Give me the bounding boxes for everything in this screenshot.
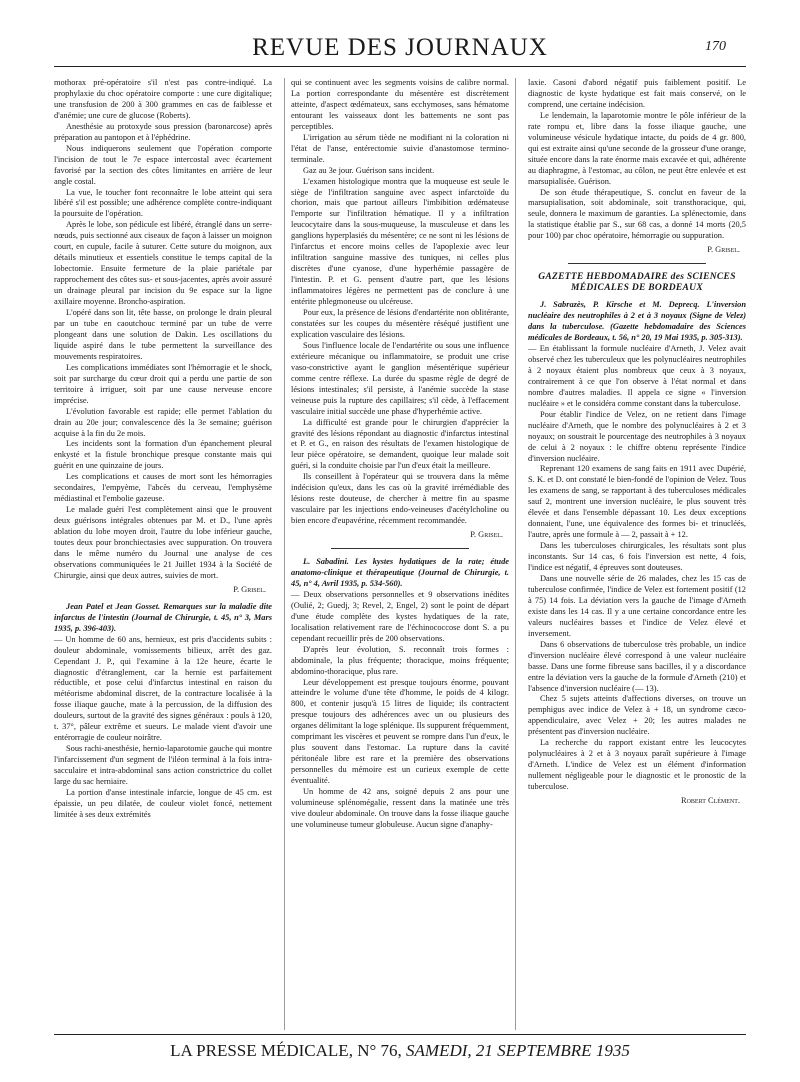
paragraph: Leur développement est presque toujours énorme, pouvant atteindre le volume d'une tête d'homme, le poids de 4 kilogr. 800, et contenir jusqu'à 15 litres de liquide; ils contractent presque toujours des adhérences avec un ou plusieurs des organes délimitant la loge splénique. Ils suppurent fréquemment, comprimant les viscères et peuvent se rompre dans l'un d'eux, le plus souvent dans l'estomac. La rupture dans la cavité péritonéale libre est rare et la première des observations personnelles du mémoire est un curieux exemple de cette éventualité. [291, 677, 509, 786]
paragraph: Dans une nouvelle série de 26 malades, chez les 15 cas de tuberculose confirmée, l'indice de Velez est fortement positif (12 à 75) 14 fois. La déviation vers la gauche de l'image d'Arneth existe dans les 14 cas. Il y a une certaine concordance entre les valeurs nucléaires basses et l'indice de Velez élevé et inversement. [528, 573, 746, 638]
paragraph: Après le lobe, son pédicule est libéré, étranglé dans un serre-nœuds, puis sectionné aux ciseaux de façon à laisser un moignon court, en cupule, facile à suturer. Cette suture du moignon, aux détails minutieux et essentiels constitue le temps capital de la lobectomie. Ensuite fermeture de la plaie pariétale par rapprochement des côtes sus- et sous-jacentes, après avoir assuré un drainage pleural par incision du 9e espace sur la ligne axillaire moyenne. Broncho-aspiration. [54, 220, 272, 307]
page-number: 170 [705, 39, 726, 54]
journal-section-title: REVUE DES JOURNAUX [252, 34, 548, 61]
author-signature: Robert Clément. [681, 796, 740, 806]
paragraph: laxie. Casoni d'abord négatif puis faiblement positif. Le diagnostic de kyste hydatique est fait mais conservé, on le comprend, une certaine indécision. [528, 78, 746, 109]
section-divider [568, 263, 706, 264]
column-right [528, 78, 746, 1030]
column-left [54, 78, 272, 1030]
article-title: Jean Patel et Jean Gosset. Remarques sur la maladie dite infarctus de l'intestin (Journal de Chirurgie, t. 45, n° 3, Mars 1935, p. 396-403). [54, 601, 272, 633]
page-footer [54, 1034, 746, 1069]
paragraph: La difficulté est grande pour le chirurgien d'apprécier la gravité des lésions répondant au diagnostic d'infarctus intestinal et P. et G., en raison des résultats de l'examen histologique de leur pièce opératoire, se demandent, quoique leur malade soit guéri, si la conduite choisie par l'un d'eux était la meilleure. [291, 417, 509, 471]
paragraph: L'examen histologique montra que la muqueuse est seule le siège de l'infiltration sanguine avec aspect infarctoïde du chorion, mais que partout ailleurs l'imbibition œdémateuse l'emporte sur l'infiltration hématique. Il y a infiltration leucocytaire dans la sous-muqueuse, la musculeuse et dans les ganglions hyperplasiés du mésentère; ce ne sont ni les lésions de l'infarctus et encore moins celles de l'apoplexie avec leur infiltration sanguine massive des tuniques, ni celles plus discrètes d'une cyanose, d'une hyperhémie passagère de l'intestin. P. et G. pensent d'autre part, que les lésions inflammatoires légères ne permettent pas de conclure à une entérite phlegmoneuse ou ulcéreuse. [291, 176, 509, 307]
paragraph: qui se continuent avec les segments voisins de calibre normal. La portion correspondante du mésentère est discrètement atteinte, d'aspect œdémateux, sans ecchymoses, sans hématome entourant les vaisseaux dont les battements ne sont pas perceptibles. [291, 78, 509, 131]
paragraph: mothorax pré-opératoire s'il n'est pas contre-indiqué. La prophylaxie du choc opératoire comporte : une cure digitalique; une transfusion de 200 à 300 grammes en cas de faiblesse et d'anémie; une cure de glucose (Roberts). [54, 78, 272, 120]
article-columns [54, 78, 746, 1030]
paragraph: De son étude thérapeutique, S. conclut en faveur de la marsupialisation, soit abdominale, soit transthoracique, qui, seule, donnera le maximum de garanties. La splénectomie, dans la statistique établie par S., sur 68 cas, a donné 14 morts (20,5 pour 100) par choc opératoire, hémorragie ou suppuration. [528, 187, 746, 241]
paragraph: Le lendemain, la laparotomie montre le pôle inférieur de la rate rompu et, libre dans la fosse iliaque gauche, une volumineuse vésicule hydatique intacte, du poids de 4 gr. 800, qui est extraite ainsi qu'une seconde de la grosseur d'une orange, située encore dans la rate énorme mais excavée et qui, adhérente au diaphragme, à l'estomac, au côlon, ne peut être enlevée et est marsupialisée. Guérison. [528, 110, 746, 186]
paragraph: La vue, le toucher font reconnaître le lobe atteint qui sera libéré s'il est possible; une adhérence complète contre-indiquant la poursuite de l'opération. [54, 187, 272, 219]
paragraph: Un homme de 42 ans, soigné depuis 2 ans pour une volumineuse splénomégalie, ressent dans la matinée une très vive douleur abdominale. On trouve dans la fosse iliaque gauche une volumineuse tumeur globuleuse. Aucun signe d'anaphy- [291, 787, 509, 829]
paragraph: Gaz au 3e jour. Guérison sans incident. [303, 165, 435, 175]
column-middle [284, 78, 516, 1030]
paragraph: Pour établir l'indice de Velez, on ne retient dans l'image nucléaire d'Arneth, que le nombre des polynucléaires à 2 et 3 noyaux; on soustrait le pourcentage des neutrophiles à 3 noyaux de celui à 2 noyaux : le chiffre obtenu représente l'indice d'inversion nucléaire. [528, 409, 746, 463]
section-divider [331, 548, 469, 549]
paragraph: Sous rachi-anesthésie, hernio-laparotomie gauche qui montre l'infarcissement d'un segment de l'iléon terminal à la fois intra-sacculaire et intra-abdominal sans action constrictrice du collet large du sac herniaire. [54, 744, 272, 787]
paragraph: Les complications immédiates sont l'hémorragie et le shock, soit par surcharge du cœur droit qui a perdu une partie de son territoire à irriguer, soit par une cause nerveuse encore imprécise. [54, 362, 272, 405]
paragraph: Les incidents sont la formation d'un épanchement pleural enkysté et la fistule bronchique presque constante mais qui guérit en une quinzaine de jours. [54, 439, 272, 471]
paragraph: Anesthésie au protoxyde sous pression (baronarcose) après préparation au pantopon et à l'éphédrine. [54, 121, 272, 142]
paragraph: Reprenant 120 examens de sang faits en 1911 avec Dupérié, S. K. et D. ont constaté le bien-fondé de l'opinion de Velez. Tous les examens de sang, se rapportant à des tuberculoses médicales sauf 2, montrent une inversion nucléaire, le plus souvent très élevée et dans l'ensemble dépassant 10. Les deux exceptions donnaient, l'une, une équivalence des formes bi- et trinucléés, l'autre, après une formule à — 2, passait à + 12. [528, 464, 746, 540]
paragraph: — Un homme de 60 ans, hernieux, est pris d'accidents subits : douleur abdominale, vomissements bilieux, arrêt des gaz. Cependant J. P., qui l'examine à la 12e heure, écarte le diagnostic d'étranglement, car la hernie est parfaitement réductible, et pose celui d'infarctus intestinal en raison du météorisme abdominal discret, de la contracture localisée à la fosse iliaque gauche, mate à la percussion, de la diffusion des douleurs, surtout de la gravité des signes généraux : pouls à 120, t. 37°, pâleur extrême et sueurs. Le malade vient d'avoir une entérorragie de couleur noirâtre. [54, 634, 272, 743]
paragraph: Dans les tuberculoses chirurgicales, les résultats sont plus inconstants. Sur 14 cas, 6 fois l'inversion est nette, 4 fois, l'indice est négatif, 4 épreuves sont douteuses. [528, 541, 746, 573]
paragraph: D'après leur évolution, S. reconnaît trois formes : abdominale, la plus fréquente; thoracique, moins fréquente; abdomino-thoracique, plus rare. [291, 644, 509, 676]
paragraph: Chez 5 sujets atteints d'affections diverses, on trouve un pemphigus avec indice de Velez à + 18, un syndrome cæco-appendiculaire, avec Velez + 20; les autres malades ne présentent pas d'inversion nucléaire. [528, 694, 746, 737]
paragraph: — En établissant la formule nucléaire d'Arneth, J. Velez avait observé chez les tuberculeux que les polynucléaires neutrophiles à 2 noyaux étaient plus nombreux que ceux à 3 noyaux, contrairement à ce que l'on observe à l'état normal et dans nombre d'autres maladies. Il appela ce signe « l'inversion nucléaire » et le considéra comme constant dans la tuberculose. [528, 343, 746, 408]
page-header [54, 26, 746, 67]
author-signature: P. Grisel. [470, 530, 503, 540]
paragraph: La recherche du rapport existant entre les leucocytes polynucléaires à 2 et à 3 noyaux paraît supérieure à l'image d'Arneth. L'indice de Velez est un élément d'information nullement négligeable pour le diagnostic et le pronostic de la tuberculose. [528, 738, 746, 792]
author-signature: P. Grisel. [707, 245, 740, 255]
paragraph: Nous indiquerons seulement que l'opération comporte l'incision de tout le 7e espace intercostal avec écartement favorisé par la section des côtes limitantes en arrière de leur angle costal. [54, 143, 272, 186]
paragraph: Sous l'influence locale de l'endartérite ou sous une influence extérieure mécanique ou inflammatoire, se produit une crise vaso-constrictive ayant le ganglion mésentérique supérieur comme centre réflexe. La durée du spasme règle de degré de lésions intestinales; s'il persiste, à l'anémie succède la stase veineuse puis la rupture des capillaires; s'il cède, à l'effacement vasculaire initial succède une phase d'hyperhémie active. [291, 340, 509, 416]
paragraph: La portion d'anse intestinale infarcie, longue de 45 cm. est épaissie, un peu dilatée, de couleur violet foncé, nettement limitée à ses deux extrémités [54, 788, 272, 819]
journal-section-heading: GAZETTE HEBDOMADAIRE des SCIENCES MÉDICALES DE BORDEAUX [538, 272, 736, 294]
article-title: J. Sabrazès, P. Kirsche et M. Deprecq. L'inversion nucléaire des neutrophiles à 2 et à 3 noyaux (Signe de Velez) dans la tuberculose. (Gazette hebdomadaire des Sciences médicales de Bordeaux, t. 56, n° 20, 19 Mai 1935, p. 305-313). [528, 300, 746, 343]
paragraph: Le malade guéri l'est complètement ainsi que le prouvent deux guérisons intégrales obtenues par M. et D., l'une après ablation du lobe moyen droit, l'autre du lobe inférieur gauche, toutes deux pour bronchiectasies avec suppuration. On trouvera dans le même numéro du Journal une analyse de ces observations communiquées le 21 Juillet 1934 à la Société de Chirurgie, ainsi que deux autres, suivies de mort. [54, 505, 272, 580]
paragraph: L'opéré dans son lit, tête basse, on prolonge le drain pleural par un tube en caoutchouc terminé par un tube de verre plongeant dans une solution de Dakin. Les oscillations du liquide aspiré dans le tube permettent la surveillance des mouvements respiratoires. [54, 308, 272, 361]
paragraph: L'irrigation au sérum tiède ne modifiant ni la coloration ni l'état de l'anse, entérectomie suivie d'anastomose termino-terminale. [291, 132, 509, 164]
paragraph: Pour eux, la présence de lésions d'endartérite non oblitérante, constatées sur les coupes du mésentère réséqué justifient une explication vasculaire des lésions. [291, 308, 509, 339]
footer-journal: LA PRESSE MÉDICALE, [170, 1041, 353, 1060]
paragraph: L'évolution favorable est rapide; elle permet l'ablation du drain au 20e jour; convalescence dès la 3e semaine; guérison acquise à la fin du 2e mois. [54, 406, 272, 438]
paragraph: Les complications et causes de mort sont les hémorragies secondaires, l'empyème, l'abcès du cerveau, l'emphysème médiastinal et l'embolie gazeuse. [54, 472, 272, 504]
paragraph: Dans 6 observations de tuberculose très probable, un indice d'inversion nucléaire élevé correspond à une valeur nucléaire basse. Dans une forme fibreuse sans bacilles, il y a discordance entre la déviation vers la gauche de la formule d'Arneth (210) et l'absence d'inversion nucléaire (— 13). [528, 639, 746, 693]
footer-date: SAMEDI, 21 SEPTEMBRE 1935 [406, 1041, 630, 1060]
article-title: L. Sabadini. Les kystes hydatiques de la rate; étude anatomo-clinique et thérapeutique (Journal de Chirurgie, t. 45, n° 4, Avril 1935, p. 534-560). [291, 557, 509, 588]
footer-number: N° 76, [357, 1041, 402, 1060]
author-signature: P. Grisel. [233, 584, 266, 594]
paragraph: — Deux observations personnelles et 9 observations inédites (Oulié, 2; Guedj, 3; Revel, 2, Engel, 2) sont le point de départ d'une étude complète des kystes hydatiques de la rate, localisation relativement rare de l'échinococcose dont S. a pu cependant recueillir près de 200 observations. [291, 589, 509, 643]
paragraph: Ils conseillent à l'opérateur qui se trouvera dans la même indécision qu'eux, dans les cas où la gravité irrémédiable des lésions reste douteuse, de chercher à mettre fin au spasme vasculaire par les injections endo-veineuses d'acétylcholine ou bien encore d'eupavérine, récemment recommandée. [291, 472, 509, 526]
